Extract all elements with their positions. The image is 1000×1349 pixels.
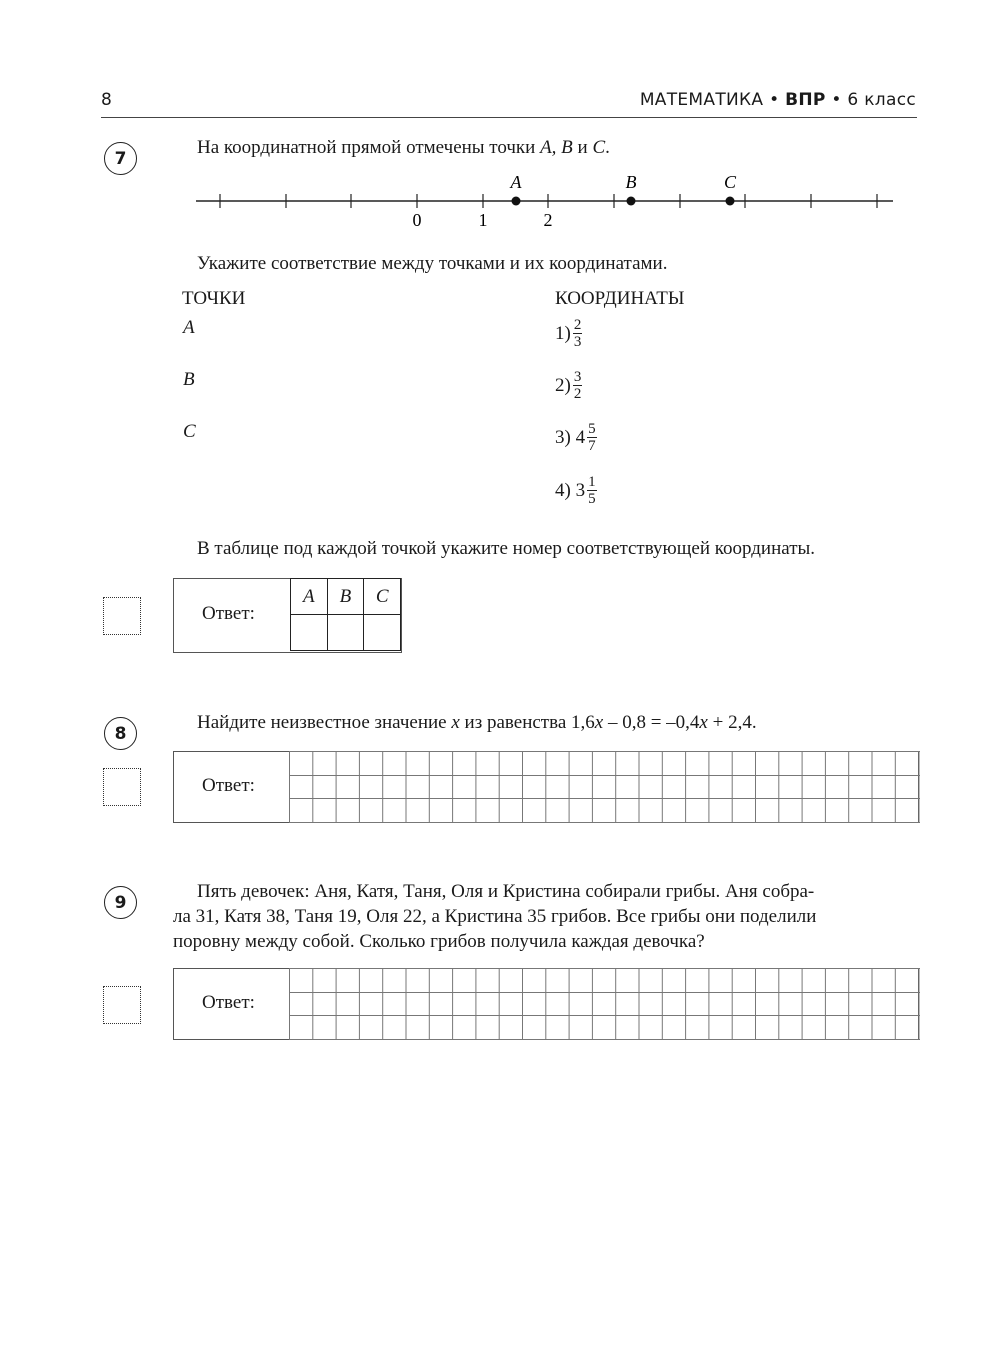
answer-grid-8[interactable] [289,751,920,823]
answer-cell-a[interactable] [291,615,328,651]
score-box-9 [103,986,141,1024]
answer-cell-c[interactable] [364,615,401,651]
option-1: 1) $\frac{2}{3}$ [555,317,582,350]
answer-table [290,578,401,651]
header-rule [101,117,917,118]
label-point-c: C [723,172,737,192]
q9-line-2: ла 31, Катя 38, Таня 19, Оля 22, а Кристина 35 грибов. Все грибы они поделили [173,906,817,927]
q9-line-3: поровну между собой. Сколько грибов получила каждая девочка? [173,931,705,952]
question-number-7: 7 [104,142,137,175]
option-4: 4) 3 $\frac{1}{5}$ [555,474,596,507]
page-number: 8 [101,90,112,110]
score-box-8 [103,768,141,806]
label-point-a: A [510,172,522,192]
question-number-8: 8 [104,717,137,750]
answer-label: Ответ: [202,603,255,624]
label-zero: 0 [412,210,422,230]
answer-label: Ответ: [202,992,255,1013]
label-point-b: B [625,172,637,192]
running-header [640,90,916,110]
fraction: $\frac{3}{2}$ [573,369,582,402]
q7-table-instruction: В таблице под каждой точкой укажите номер соответствующей координаты. [197,538,816,559]
point-a-dot [512,197,521,206]
answer-box-8 [173,751,919,823]
label-two: 2 [543,210,553,230]
table-header-b: B [327,579,364,615]
points-header: ТОЧКИ [182,288,246,309]
point-item-a: A [183,317,195,338]
question-number-9: 9 [104,886,137,919]
answer-box-9 [173,968,919,1040]
separator: • [769,90,780,110]
separator: • [831,90,842,110]
answer-box-7 [173,578,402,653]
exam-name: ВПР [785,90,826,110]
point-item-c: C [183,421,196,442]
number-line [190,168,900,232]
option-2: 2) $\frac{3}{2}$ [555,369,582,402]
point-b-dot [627,197,636,206]
q8-prompt: Найдите неизвестное значение x из равенства 1,6x – 0,8 = –0,4x + 2,4. [197,712,757,733]
table-header-a: A [291,579,328,615]
point-item-b: B [183,369,195,390]
score-box-7 [103,597,141,635]
subject: МАТЕМАТИКА [639,90,764,110]
option-3: 3) 4 $\frac{5}{7}$ [555,421,596,454]
answer-grid-9[interactable] [289,968,920,1040]
answer-label: Ответ: [202,775,255,796]
fraction: $\frac{5}{7}$ [588,421,596,454]
q9-line-1: Пять девочек: Аня, Катя, Таня, Оля и Кристина собирали грибы. Аня собра- [197,881,815,902]
fraction: $\frac{2}{3}$ [573,317,582,350]
grade: 6 класс [847,90,916,110]
q7-prompt: На координатной прямой отмечены точки A, B и C. [197,137,610,158]
fraction: $\frac{1}{5}$ [588,474,596,507]
answer-cell-b[interactable] [327,615,364,651]
label-one: 1 [478,210,488,230]
table-header-c: C [364,579,401,615]
point-c-dot [726,197,735,206]
q7-instruction: Укажите соответствие между точками и их координатами. [197,253,668,274]
coords-header: КООРДИНАТЫ [555,288,685,309]
